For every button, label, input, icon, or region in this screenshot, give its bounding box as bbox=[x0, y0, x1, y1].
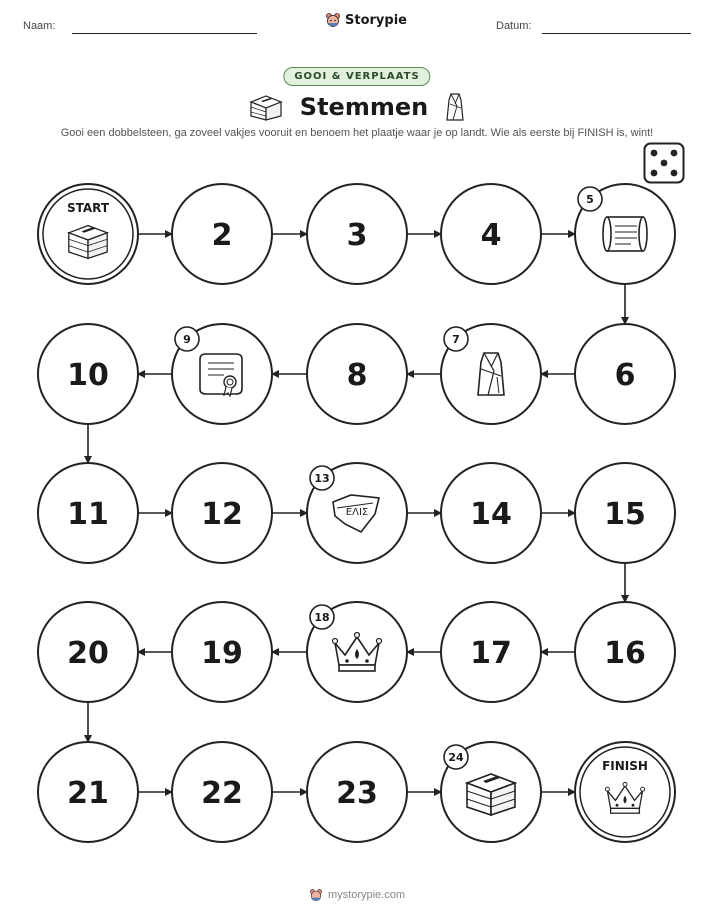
instructions: Gooi een dobbelsteen, ga zoveel vakjes vooruit en benoem het plaatje waar je op landt. Wie als eerste bij FINISH is, wint! bbox=[60, 127, 654, 139]
board-cell bbox=[575, 324, 675, 424]
cell-label: START bbox=[66, 201, 110, 215]
footer-url: mystorypie.com bbox=[327, 889, 406, 901]
cell-number: 17 bbox=[470, 636, 512, 671]
cell-label: FINISH bbox=[602, 759, 648, 773]
cell-number: 14 bbox=[470, 497, 512, 532]
board-cell bbox=[172, 602, 272, 702]
name-label: Naam: bbox=[23, 20, 56, 32]
cell-number: 8 bbox=[346, 358, 368, 393]
cell-number: 12 bbox=[201, 497, 243, 532]
cell-number: 7 bbox=[452, 333, 460, 346]
cell-number: 18 bbox=[314, 611, 330, 624]
board-cell bbox=[441, 602, 541, 702]
board-cell bbox=[307, 742, 407, 842]
footer bbox=[0, 888, 714, 902]
board-cell bbox=[172, 742, 272, 842]
start-cell bbox=[38, 184, 138, 284]
cell-number: 13 bbox=[314, 472, 330, 485]
cell-number: 19 bbox=[201, 636, 243, 671]
cell-number: 11 bbox=[67, 497, 109, 532]
board-cell bbox=[441, 742, 541, 842]
cell-number: 24 bbox=[448, 751, 464, 764]
ballot-box-icon bbox=[467, 774, 515, 815]
cell-number: 2 bbox=[211, 218, 233, 253]
board-cell bbox=[441, 324, 541, 424]
board-cell bbox=[38, 742, 138, 842]
cell-number: 3 bbox=[346, 218, 368, 253]
board-cell bbox=[575, 184, 675, 284]
cell-number: 21 bbox=[67, 776, 109, 811]
date-label: Datum: bbox=[496, 20, 532, 32]
ballot-box-icon bbox=[69, 226, 107, 259]
board-cell bbox=[307, 184, 407, 284]
cell-number: 4 bbox=[480, 218, 502, 253]
board-cell bbox=[575, 463, 675, 563]
brand-name: Storypie bbox=[345, 12, 407, 28]
cell-number: 6 bbox=[614, 358, 636, 393]
board-cell bbox=[172, 463, 272, 563]
board-cell bbox=[172, 324, 272, 424]
board-cell bbox=[307, 324, 407, 424]
cell-number: 15 bbox=[604, 497, 646, 532]
page-title: Stemmen bbox=[299, 93, 429, 121]
board-cell bbox=[307, 602, 407, 702]
cell-number: 16 bbox=[604, 636, 646, 671]
storypie-mascot-icon bbox=[309, 888, 323, 902]
board-cell bbox=[441, 184, 541, 284]
certificate-icon bbox=[200, 354, 242, 396]
cell-number: 9 bbox=[183, 333, 191, 346]
shard-inscription: EΛIΣ bbox=[345, 507, 369, 518]
finish-cell bbox=[575, 742, 675, 842]
board-cell bbox=[575, 602, 675, 702]
toga-icon bbox=[478, 353, 504, 395]
board-cell bbox=[38, 463, 138, 563]
cell-number: 5 bbox=[586, 193, 594, 206]
scroll-icon bbox=[603, 217, 647, 251]
cell-number: 23 bbox=[336, 776, 378, 811]
cell-number: 20 bbox=[67, 636, 109, 671]
cell-number: 10 bbox=[67, 358, 109, 393]
board-cell bbox=[441, 463, 541, 563]
board-cell bbox=[172, 184, 272, 284]
activity-badge: GOOI & VERPLAATS bbox=[283, 67, 430, 86]
board-cell bbox=[38, 602, 138, 702]
board-cell bbox=[307, 463, 407, 563]
board-cell bbox=[38, 324, 138, 424]
cell-number: 22 bbox=[201, 776, 243, 811]
